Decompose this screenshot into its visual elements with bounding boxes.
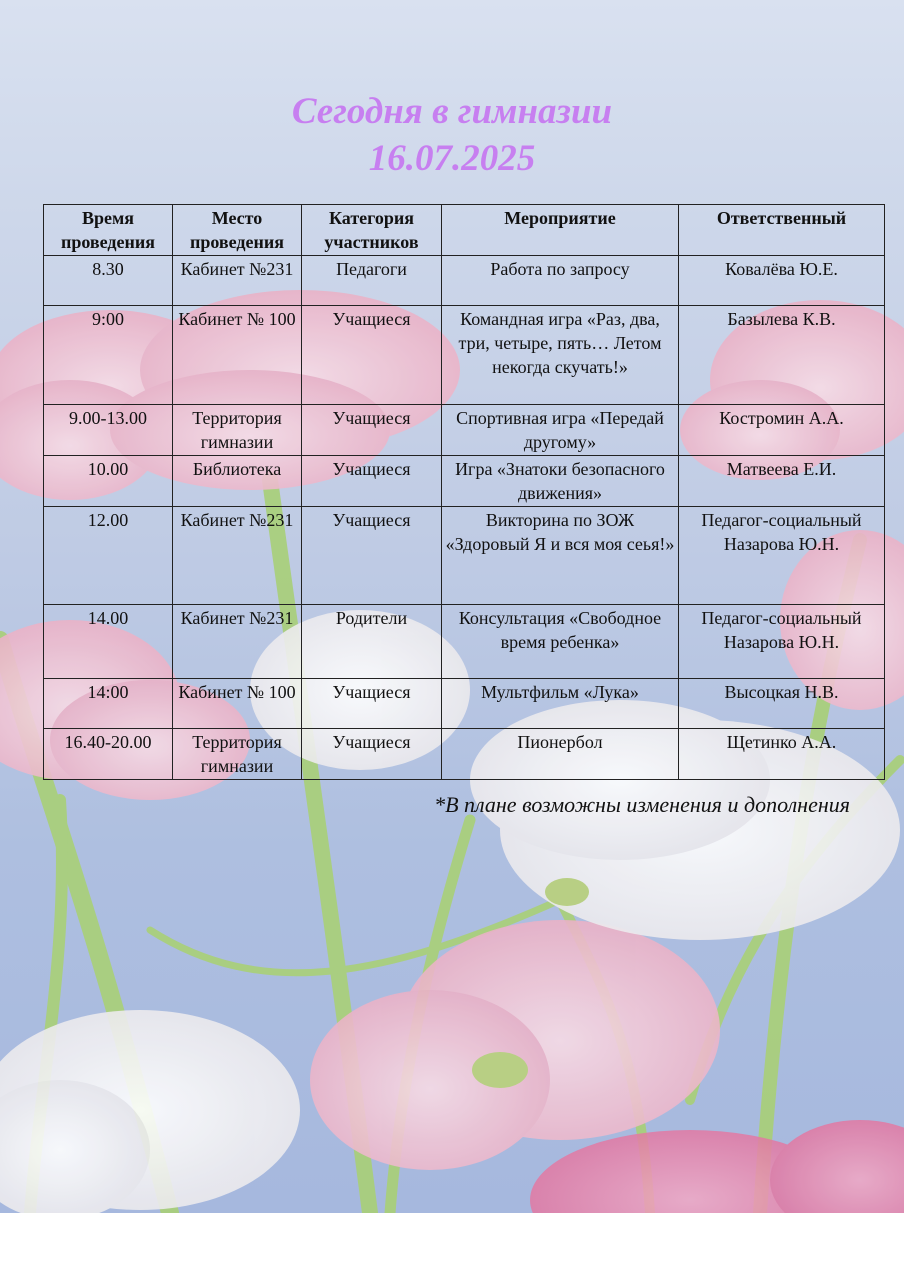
header-event: Мероприятие bbox=[442, 205, 679, 256]
page-title: Сегодня в гимназии bbox=[291, 91, 613, 132]
table-row bbox=[44, 306, 885, 405]
table-row bbox=[44, 729, 885, 780]
cell-event: Работа по запросу bbox=[442, 256, 679, 306]
table-row bbox=[44, 405, 885, 456]
table-row bbox=[44, 605, 885, 679]
cell-category: Родители bbox=[302, 605, 442, 679]
table-row bbox=[44, 679, 885, 729]
cell-event: Командная игра «Раз, два, три, четыре, пять… Летом некогда скучать!» bbox=[442, 306, 679, 405]
cell-event: Викторина по ЗОЖ «Здоровый Я и вся моя сеья!» bbox=[442, 507, 679, 605]
cell-time: 16.40-20.00 bbox=[44, 729, 173, 780]
table-row bbox=[44, 456, 885, 507]
cell-responsible: Базылева К.В. bbox=[679, 306, 885, 405]
cell-time: 14:00 bbox=[44, 679, 173, 729]
schedule-table bbox=[43, 204, 885, 780]
header-place: Место проведения bbox=[173, 205, 302, 256]
cell-category: Учащиеся bbox=[302, 507, 442, 605]
cell-category: Учащиеся bbox=[302, 729, 442, 780]
cell-event: Спортивная игра «Передай другому» bbox=[442, 405, 679, 456]
header-responsible: Ответственный bbox=[679, 205, 885, 256]
cell-event: Пионербол bbox=[442, 729, 679, 780]
cell-place: Кабинет № 100 bbox=[173, 306, 302, 405]
cell-event: Консультация «Свободное время ребенка» bbox=[442, 605, 679, 679]
cell-time: 14.00 bbox=[44, 605, 173, 679]
cell-category: Учащиеся bbox=[302, 679, 442, 729]
cell-time: 9.00-13.00 bbox=[44, 405, 173, 456]
cell-category: Педагоги bbox=[302, 256, 442, 306]
cell-responsible: Педагог-социальный Назарова Ю.Н. bbox=[679, 507, 885, 605]
header-time: Время проведения bbox=[44, 205, 173, 256]
table-row bbox=[44, 507, 885, 605]
table-row bbox=[44, 256, 885, 306]
page-bottom-margin bbox=[0, 1213, 904, 1280]
cell-time: 10.00 bbox=[44, 456, 173, 507]
cell-responsible: Высоцкая Н.В. bbox=[679, 679, 885, 729]
cell-responsible: Костромин А.А. bbox=[679, 405, 885, 456]
cell-responsible: Щетинко А.А. bbox=[679, 729, 885, 780]
cell-category: Учащиеся bbox=[302, 306, 442, 405]
cell-responsible: Матвеева Е.И. bbox=[679, 456, 885, 507]
cell-place: Кабинет № 100 bbox=[173, 679, 302, 729]
cell-place: Кабинет №231 bbox=[173, 605, 302, 679]
cell-place: Кабинет №231 bbox=[173, 507, 302, 605]
cell-place: Библиотека bbox=[173, 456, 302, 507]
cell-category: Учащиеся bbox=[302, 405, 442, 456]
table-header-row bbox=[44, 205, 885, 256]
footnote: *В плане возможны изменения и дополнения bbox=[434, 792, 850, 817]
cell-responsible: Педагог-социальный Назарова Ю.Н. bbox=[679, 605, 885, 679]
cell-time: 8.30 bbox=[44, 256, 173, 306]
cell-category: Учащиеся bbox=[302, 456, 442, 507]
cell-place: Территория гимназии bbox=[173, 405, 302, 456]
cell-time: 12.00 bbox=[44, 507, 173, 605]
cell-event: Игра «Знатоки безопасного движения» bbox=[442, 456, 679, 507]
page-date: 16.07.2025 bbox=[368, 138, 536, 179]
cell-event: Мультфильм «Лука» bbox=[442, 679, 679, 729]
cell-time: 9:00 bbox=[44, 306, 173, 405]
header-category: Категория участников bbox=[302, 205, 442, 256]
cell-place: Кабинет №231 bbox=[173, 256, 302, 306]
cell-responsible: Ковалёва Ю.Е. bbox=[679, 256, 885, 306]
cell-place: Территория гимназии bbox=[173, 729, 302, 780]
